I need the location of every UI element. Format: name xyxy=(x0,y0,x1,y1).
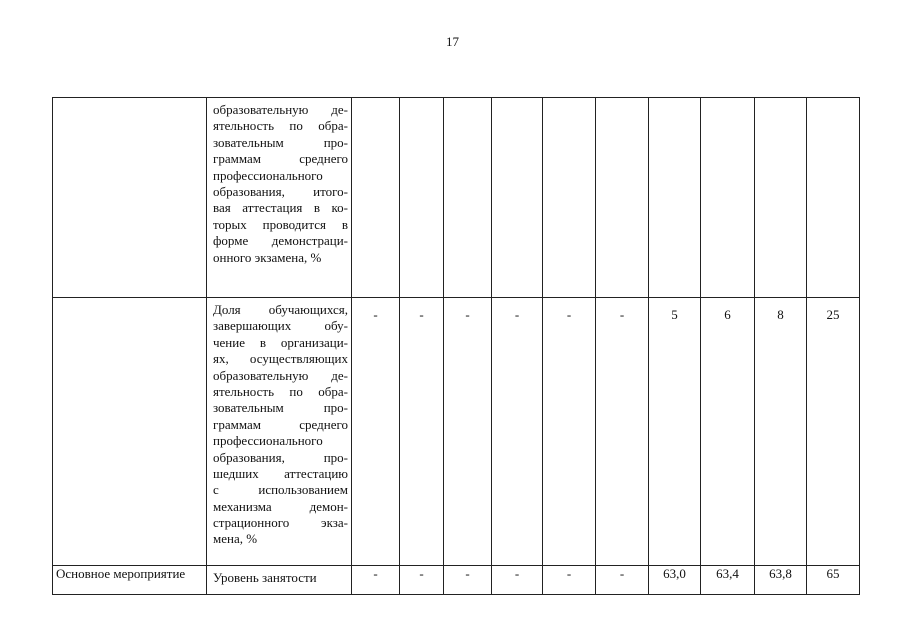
value-cell: 8 xyxy=(755,298,807,566)
description-line: зовательным про- xyxy=(213,400,348,416)
description-line: образовательную де- xyxy=(213,367,348,383)
value-cell: - xyxy=(543,298,596,566)
description-line: чение в организаци- xyxy=(213,334,348,350)
description-line: завершающих обу- xyxy=(213,318,348,334)
description-line: ях, осуществляющих xyxy=(213,351,348,367)
value-cell: - xyxy=(444,566,492,595)
indicator-description-cell xyxy=(207,98,352,298)
value-cell: - xyxy=(400,298,444,566)
value-cell: - xyxy=(596,298,649,566)
description-line: Уровень занятости xyxy=(213,570,317,585)
description-line: вая аттестация в ко- xyxy=(213,200,348,216)
description-line: онного экзамена, % xyxy=(213,249,322,265)
description-line: форме демонстраци- xyxy=(213,233,348,249)
indicator-description-cell xyxy=(207,566,352,595)
description-line: профессионального xyxy=(213,167,323,183)
value-cell xyxy=(400,98,444,298)
description-line: шедших аттестацию xyxy=(213,465,348,481)
description-line: образования, про- xyxy=(213,449,348,465)
description-line: мена, % xyxy=(213,531,258,547)
value-cell: 63,4 xyxy=(701,566,755,595)
table-body xyxy=(53,98,860,595)
description-line: страционного экза- xyxy=(213,515,348,531)
description-line: граммам среднего xyxy=(213,151,348,167)
table-row xyxy=(53,298,860,566)
description-line: образовательную де- xyxy=(213,102,348,117)
value-cell: 63,0 xyxy=(649,566,701,595)
description-line: торых проводится в xyxy=(213,216,348,232)
table-row xyxy=(53,98,860,298)
value-cell xyxy=(543,98,596,298)
value-cell: - xyxy=(352,298,400,566)
indicator-description-cell xyxy=(207,298,352,566)
value-cell xyxy=(755,98,807,298)
value-cell xyxy=(444,98,492,298)
description-line: с использованием xyxy=(213,482,348,498)
value-cell: 25 xyxy=(807,298,860,566)
value-cell: 6 xyxy=(701,298,755,566)
row-label-cell xyxy=(53,98,207,298)
value-cell: - xyxy=(543,566,596,595)
value-cell: - xyxy=(400,566,444,595)
value-cell xyxy=(352,98,400,298)
value-cell xyxy=(701,98,755,298)
page-number: 17 xyxy=(446,34,459,49)
value-cell xyxy=(807,98,860,298)
value-cell xyxy=(649,98,701,298)
description-line: ятельность по обра- xyxy=(213,118,348,134)
value-cell: - xyxy=(444,298,492,566)
indicator-table xyxy=(52,97,860,595)
value-cell: - xyxy=(596,566,649,595)
description-line: образования, итого- xyxy=(213,183,348,199)
description-line: ятельность по обра- xyxy=(213,383,348,399)
value-cell: 65 xyxy=(807,566,860,595)
description-line: механизма демон- xyxy=(213,498,348,514)
value-cell: 5 xyxy=(649,298,701,566)
description-line: граммам среднего xyxy=(213,416,348,432)
description-line: профессионального xyxy=(213,433,323,449)
description-line: зовательным про- xyxy=(213,134,348,150)
row-label-cell: Основное мероприятие xyxy=(53,566,207,595)
value-cell xyxy=(492,98,543,298)
value-cell: - xyxy=(492,298,543,566)
value-cell: - xyxy=(352,566,400,595)
row-label-cell xyxy=(53,298,207,566)
value-cell: - xyxy=(492,566,543,595)
value-cell xyxy=(596,98,649,298)
description-line: Доля обучающихся, xyxy=(213,302,348,317)
value-cell: 63,8 xyxy=(755,566,807,595)
table-row xyxy=(53,566,860,595)
